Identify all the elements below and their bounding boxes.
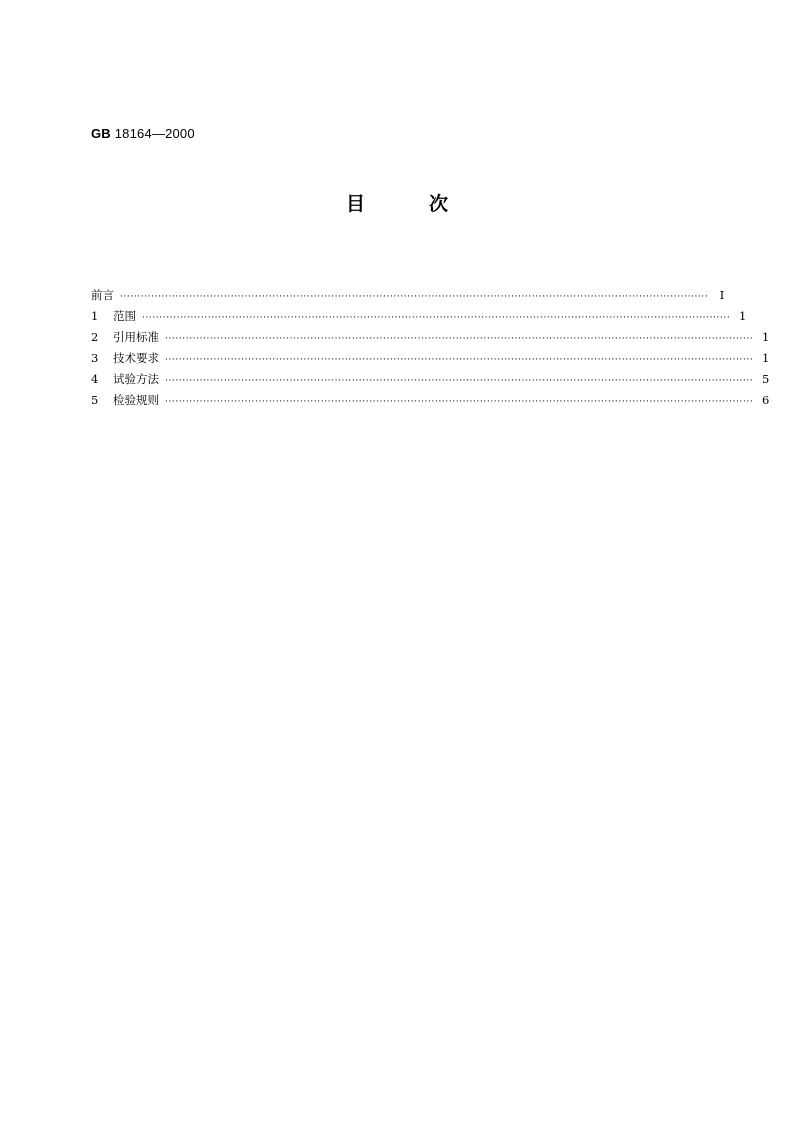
toc-leader-dots: ·········································································································································································· xyxy=(165,355,754,365)
toc-entry-number: 1 xyxy=(91,309,99,323)
toc-entry-number: 3 xyxy=(91,351,99,365)
standard-code xyxy=(91,126,195,141)
toc-entry-label: 范围 xyxy=(113,309,136,323)
toc-title xyxy=(0,189,794,216)
standard-number: 18164—2000 xyxy=(114,126,195,141)
toc-page-number: I xyxy=(719,288,725,302)
toc-entry-number: 4 xyxy=(91,372,99,386)
toc-leader-dots: ·········································································································································································· xyxy=(142,313,731,323)
toc-page-number: 1 xyxy=(762,351,770,365)
standard-prefix: GB xyxy=(91,126,111,141)
toc-leader-dots: ·········································································································································································· xyxy=(120,292,709,302)
toc-leader-dots: ·········································································································································································· xyxy=(165,397,754,407)
toc-leader-dots: ·········································································································································································· xyxy=(165,334,754,344)
toc-leader-dots: ·········································································································································································· xyxy=(165,376,754,386)
toc-entry-normative-references[interactable] xyxy=(91,327,770,348)
toc-entry-label: 前言 xyxy=(91,288,114,302)
toc-page-number: 6 xyxy=(762,393,770,407)
toc-page-number: 1 xyxy=(739,309,747,323)
toc-entry-label: 检验规则 xyxy=(113,393,159,407)
toc-entry-foreword[interactable] xyxy=(91,285,725,306)
toc-entry-label: 引用标准 xyxy=(113,330,159,344)
toc-page-number: 1 xyxy=(762,330,770,344)
toc-entry-number: 2 xyxy=(91,330,99,344)
toc-entry-technical-requirements[interactable] xyxy=(91,348,770,369)
toc-entry-test-methods[interactable] xyxy=(91,369,770,390)
toc-entry-label: 试验方法 xyxy=(113,372,159,386)
toc-page-number: 5 xyxy=(762,372,770,386)
toc-entry-label: 技术要求 xyxy=(113,351,159,365)
toc-entry-scope[interactable] xyxy=(91,306,747,327)
toc-entry-number: 5 xyxy=(91,393,99,407)
toc-entry-inspection-rules[interactable] xyxy=(91,390,770,411)
table-of-contents xyxy=(91,285,770,411)
toc-title-char-1: 目 xyxy=(345,193,365,215)
toc-title-char-2: 次 xyxy=(429,193,449,215)
